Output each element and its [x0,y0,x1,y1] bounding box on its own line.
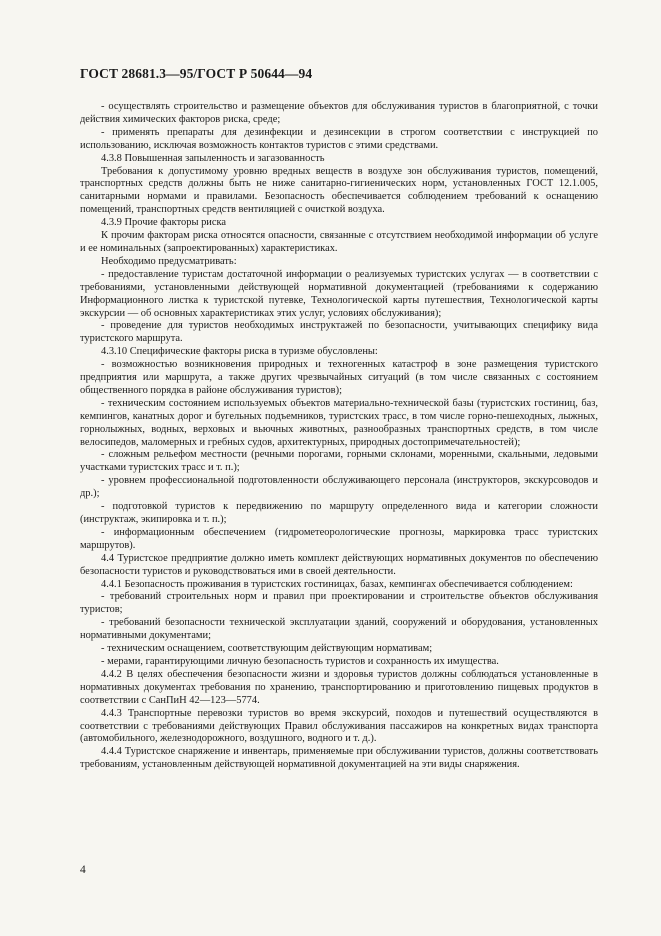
paragraph: 4.4.4 Туристское снаряжение и инвентарь, применяемые при обслуживании туристов, должны соответствовать требованиям, установленным действующей нормативной документацией на эти виды снаряжения. [80,746,598,771]
section-heading: 4.3.10 Специфические факторы риска в туризме обусловлены: [101,346,378,358]
paragraph: 4.4.3 Транспортные перевозки туристов во время экскурсий, походов и путешествий осуществляются в соответствии с требованиями действующих Правил обслуживания пассажиров на конкретных видах транспорта (автомобильного, железнодорожного, воздушного, водного и т. д.). [80,707,598,745]
paragraph: - применять препараты для дезинфекции и дезинсекции в строгом соответствии с инструкцией по использованию, исключая возможность контактов туристов с этими средствами. [80,126,598,151]
paragraph: - требований строительных норм и правил при проектировании и строительстве объектов обслуживания туристов; [80,591,598,616]
paragraph: - подготовкой туристов к передвижению по маршруту определенного вида и категории сложности (инструктаж, экипировка и т. п.); [80,501,598,525]
paragraph: - требований безопасности технической эксплуатации зданий, сооружений и оборудования, установленных нормативными документами; [80,617,598,642]
paragraph: - техническим оснащением, соответствующим действующим нормативам; [101,643,433,655]
paragraph: 4.4 Туристское предприятие должно иметь комплект действующих нормативных документов по обеспечению безопасности туристов и руководствоваться ими в своей деятельности. [80,552,598,577]
paragraph: - возможностью возникновения природных и техногенных катастроф в зоне размещения туристского предприятия или маршрута, а также других чрезвычайных ситуаций (в том числе связанных с состоянием общественного порядка в районе обслуживания туристов); [80,359,598,396]
paragraph: - информационным обеспечением (гидрометеорологические прогнозы, маркировка трасс туристских маршрутов). [80,526,598,551]
paragraph: К прочим факторам риска относятся опасности, связанные с отсутствием необходимой информации об услуге и ее номинальных (запроектированных) характеристиках. [80,230,598,254]
paragraph: - проведение для туристов необходимых инструктажей по безопасности, учитывающих специфику вида туристского маршрута. [80,320,598,345]
paragraph: 4.4.1 Безопасность проживания в туристских гостиницах, базах, кемпингах обеспечивается соблюдением: [101,578,573,590]
page-number: 4 [80,864,86,876]
paragraph: 4.4.2 В целях обеспечения безопасности жизни и здоровья туристов должны соблюдаться установленные в нормативных документах требования по хранению, транспортированию и приготовлению пищевых продуктов в соответствии с СанПиН 42—123—5774. [80,668,598,706]
document-body [80,101,598,772]
paragraph: - техническим состоянием используемых объектов материально-технической базы (туристских гостиниц, баз, кемпингов, канатных дорог и бугельных подъемников, туристских трасс, в том числе горно-пешеходных, лыжных, горнолыжных, водных, верховых и вьючных животных, разнообразных транспортных средств, в том числе велосипедов, маломерных и гребных судов, архитектурных, природных достопримечательностей); [80,397,598,448]
paragraph: - уровнем профессиональной подготовленности обслуживающего персонала (инструкторов, экскурсоводов и др.); [80,475,598,500]
section-heading: 4.3.8 Повышенная запыленность и загазованность [101,152,325,164]
paragraph: - сложным рельефом местности (речными порогами, горными склонами, моренными, скальными, ледовыми участками туристских трасс и т. п.); [80,449,598,474]
paragraph: - предоставление туристам достаточной информации о реализуемых туристских услугах — в соответствии с требованиями, установленными действующей нормативной документацией (требованиями к содержанию Информационного листка к туристской путевке, Технологической карты путешествия, Технологической карты экскурсии — об основных характеристиках этих услуг, условиях обслуживания); [80,268,598,319]
paragraph: - мерами, гарантирующими личную безопасность туристов и сохранность их имущества. [101,655,499,667]
paragraph: - осуществлять строительство и размещение объектов для обслуживания туристов в благоприятной, с точки действия химических факторов риска, среде; [80,101,598,125]
paragraph: Необходимо предусматривать: [101,255,237,267]
paragraph: Требования к допустимому уровню вредных веществ в воздухе зон обслуживания туристов, помещений, транспортных средств должны быть не ниже санитарно-гигиенических норм, установленных ГОСТ 12.1.005, санитарными нормами и правилами. Безопасность обеспечивается соблюдением требований к оснащению помещений, транспортных средств вентиляцией с очисткой воздуха. [80,165,598,216]
section-heading: 4.3.9 Прочие факторы риска [101,217,227,229]
document-header: ГОСТ 28681.3—95/ГОСТ Р 50644—94 [80,66,313,81]
